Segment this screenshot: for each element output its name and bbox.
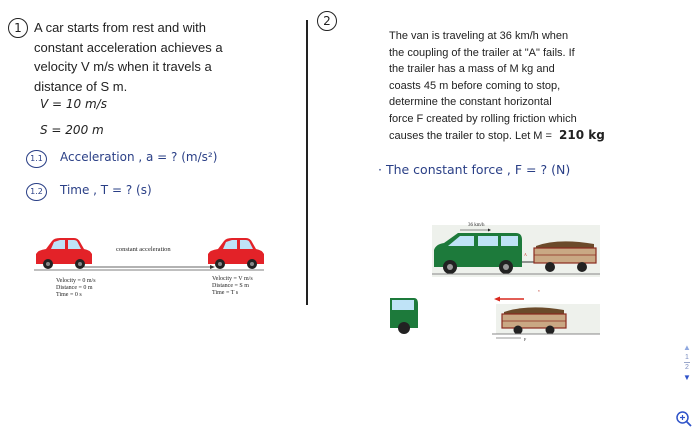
speed-label: 36 km/h	[468, 223, 485, 228]
end-time-label: Time = T s	[212, 290, 239, 296]
end-car	[208, 238, 264, 269]
subquestion-1-2-text: Time , T = ? (s)	[60, 183, 152, 197]
mass-value: 210 kg	[559, 128, 605, 142]
page-number-2[interactable]: 2	[685, 364, 689, 371]
subquestion-1-1-text: Acceleration , a = ? (m/s²)	[60, 150, 218, 164]
start-labels	[56, 278, 96, 299]
problem-2-line: the coupling of the trailer at "A" fails. If	[389, 46, 575, 59]
start-distance-label: Distance = 0 m	[56, 285, 93, 291]
problem-2-line	[389, 127, 614, 145]
van-trailer-figure	[388, 220, 600, 342]
problem-1-line: A car starts from rest and with	[34, 20, 206, 35]
force-label: F	[524, 337, 527, 342]
problem-1-text	[34, 18, 264, 96]
problem-2-number: 2	[317, 11, 337, 31]
page-number-1[interactable]: 1	[685, 354, 689, 361]
problem-2-answer: · The constant force , F = ? (N)	[378, 162, 571, 177]
diagram-caption: constant acceleration	[116, 246, 171, 253]
start-velocity-label: Velocity = 0 m/s	[56, 278, 96, 284]
coupling-point-label: A	[524, 252, 527, 257]
end-velocity-label: Velocity = V m/s	[212, 276, 253, 282]
problem-1-line: velocity V m/s when it travels a	[34, 59, 212, 74]
end-distance-label: Distance = S m	[212, 283, 249, 289]
page-down-arrow[interactable]: ▼	[683, 373, 691, 382]
car-diagram	[34, 232, 264, 277]
start-time-label: Time = 0 s	[56, 292, 82, 298]
problem-1-line: constant acceleration achieves a	[34, 39, 223, 55]
given-velocity: V = 10 m/s	[40, 97, 107, 111]
subquestion-1-1-number: 1.1	[26, 150, 47, 168]
end-labels	[212, 276, 253, 297]
problem-2-line: coasts 45 m before coming to stop,	[389, 79, 561, 92]
problem-2-text	[389, 28, 614, 145]
problem-1-number: 1	[8, 18, 28, 38]
zoom-in-button[interactable]	[675, 410, 693, 428]
van-front-partial	[390, 298, 418, 334]
problem-2-line: the trailer has a mass of M kg and	[389, 63, 555, 75]
start-car	[36, 238, 92, 269]
problem-2-line: force F created by rolling friction which	[389, 112, 577, 125]
problem-1-line: distance of S m.	[34, 78, 128, 94]
velocity-label: v	[538, 288, 540, 293]
subquestion-1-2-number: 1.2	[26, 183, 47, 201]
column-divider	[306, 20, 308, 305]
mass-prompt: causes the trailer to stop. Let M =	[389, 130, 552, 142]
problem-2-line: determine the constant horizontal	[389, 96, 552, 108]
page-scroller[interactable]	[680, 343, 694, 389]
given-distance: S = 200 m	[40, 123, 104, 137]
page-up-arrow[interactable]: ▲	[683, 343, 691, 352]
problem-2-line: The van is traveling at 36 km/h when	[389, 30, 569, 42]
